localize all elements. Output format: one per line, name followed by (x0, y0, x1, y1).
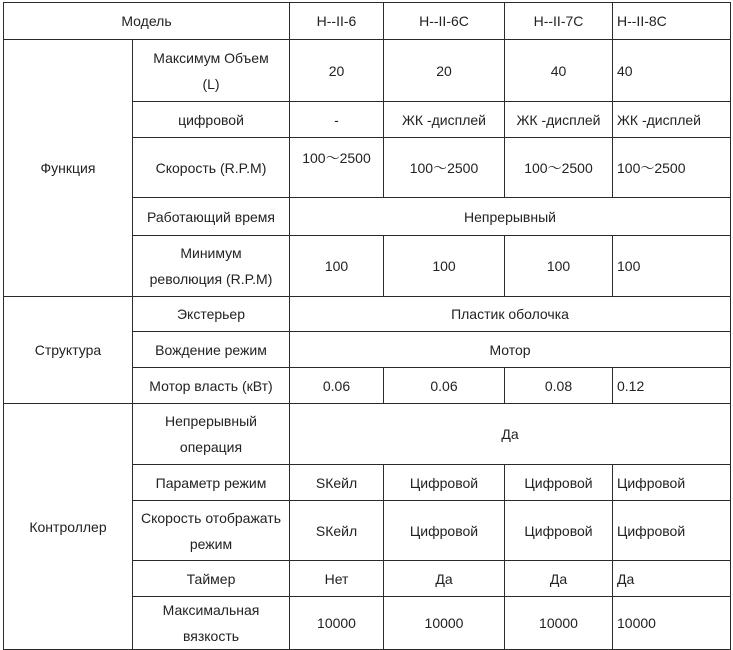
row-label-speed-display (133, 501, 290, 561)
motor-power-cell: 0.08 (505, 368, 613, 404)
row-label-digital: цифровой (133, 102, 290, 138)
max-viscosity-cell: 10000 (505, 597, 613, 650)
min-rev-cell: 100 (290, 236, 384, 297)
speed-cell: 100～2500 (290, 138, 384, 198)
speed-display-cell: SКейл (290, 501, 384, 561)
row-label-exterior: Экстерьер (133, 297, 290, 332)
speed-display-cell: Цифровой (505, 501, 613, 561)
max-viscosity-cell: 10000 (384, 597, 505, 650)
digital-cell: ЖК -дисплей (384, 102, 505, 138)
max-volume-cell: 40 (613, 40, 731, 102)
motor-power-cell: 0.06 (290, 368, 384, 404)
row-label-drive: Вождение режим (133, 332, 290, 368)
max-volume-cell: 20 (384, 40, 505, 102)
model-h-ii-6: H--II-6 (290, 3, 384, 40)
table-row-continuous (4, 404, 731, 465)
param-mode-cell: Цифровой (613, 465, 731, 501)
spec-table (3, 2, 731, 650)
row-label-timer: Таймер (133, 561, 290, 597)
timer-cell: Да (505, 561, 613, 597)
speed-display-cell: Цифровой (384, 501, 505, 561)
table-row-exterior (4, 297, 731, 332)
max-viscosity-cell: 10000 (613, 597, 731, 650)
speed-cell: 100～2500 (505, 138, 613, 198)
row-label-max-volume (133, 40, 290, 102)
row-label-work-time: Работающий время (133, 198, 290, 236)
min-rev-cell: 100 (384, 236, 505, 297)
timer-cell: Да (384, 561, 505, 597)
speed-cell: 100～2500 (384, 138, 505, 198)
min-rev-cell: 100 (613, 236, 731, 297)
row-label-param-mode: Параметр режим (133, 465, 290, 501)
drive-value: Мотор (290, 332, 731, 368)
digital-cell: - (290, 102, 384, 138)
digital-cell: ЖК -дисплей (505, 102, 613, 138)
table-row-max-volume (4, 40, 731, 102)
max-volume-label-line2: (L) (202, 75, 220, 92)
max-volume-label-line1: Максимум Объем (153, 49, 269, 66)
param-mode-cell: Цифровой (505, 465, 613, 501)
continuous-value: Да (290, 404, 731, 465)
param-mode-cell: Цифровой (384, 465, 505, 501)
model-h-ii-8c: H--II-8C (613, 3, 731, 40)
row-label-continuous (133, 404, 290, 465)
exterior-value: Пластик оболочка (290, 297, 731, 332)
min-rev-label-line2: революция (R.P.M) (149, 271, 273, 287)
group-function: Функция (4, 40, 133, 297)
group-controller: Контроллер (4, 404, 133, 650)
param-mode-cell: SКейл (290, 465, 384, 501)
speed-display-label-line2: режим (189, 535, 233, 552)
group-structure: Структура (4, 297, 133, 404)
row-label-max-viscosity: Максимальная вязкость (133, 597, 290, 650)
motor-power-cell: 0.06 (384, 368, 505, 404)
timer-cell: Нет (290, 561, 384, 597)
speed-display-cell: Цифровой (613, 501, 731, 561)
work-time-value: Непрерывный (290, 198, 731, 236)
row-label-min-rev (133, 236, 290, 297)
model-h-ii-7c: H--II-7C (505, 3, 613, 40)
speed-cell: 100～2500 (613, 138, 731, 198)
table-header-row (4, 3, 731, 40)
digital-cell: ЖК -дисплей (613, 102, 731, 138)
model-header: Модель (4, 3, 290, 40)
row-label-motor-power: Мотор власть (кВт) (133, 368, 290, 404)
model-h-ii-6c: H--II-6C (384, 3, 505, 40)
max-volume-cell: 40 (505, 40, 613, 102)
row-label-speed: Скорость (R.P.M) (133, 138, 290, 198)
continuous-label-line1: Непрерывный (165, 413, 257, 429)
speed-display-label-line1: Скорость отображать (140, 509, 281, 526)
min-rev-cell: 100 (505, 236, 613, 297)
max-viscosity-cell: 10000 (290, 597, 384, 650)
min-rev-label-line1: Минимум (180, 245, 242, 261)
continuous-label-line2: операция (179, 439, 243, 455)
max-volume-cell: 20 (290, 40, 384, 102)
motor-power-cell: 0.12 (613, 368, 731, 404)
timer-cell: Да (613, 561, 731, 597)
